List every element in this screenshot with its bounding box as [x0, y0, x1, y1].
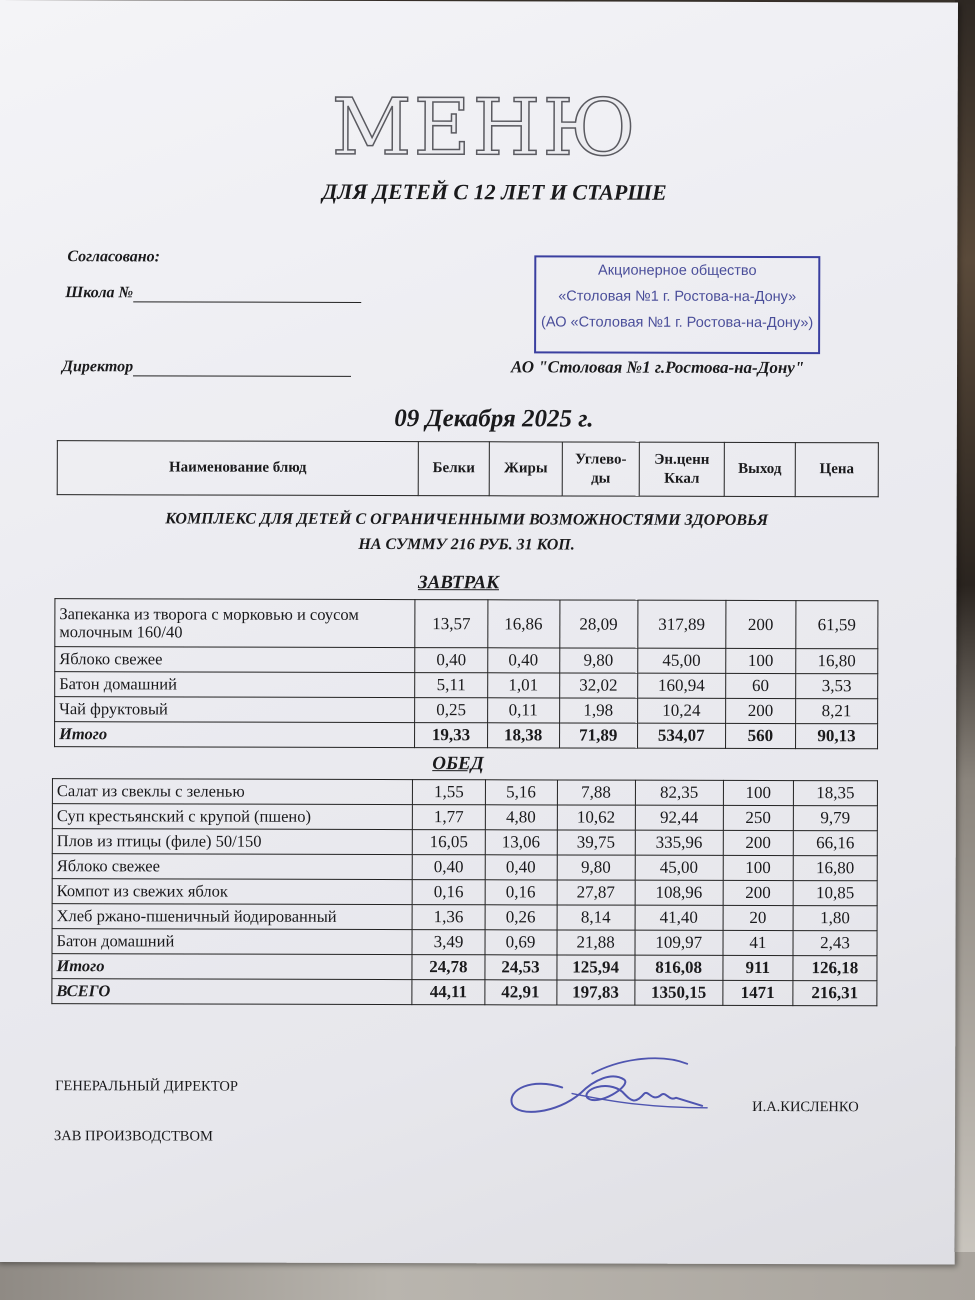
price-value: 10,85	[793, 881, 877, 906]
col-yield: Выход	[724, 442, 795, 496]
proteins-value: 5,11	[415, 673, 487, 698]
breakfast-title: ЗАВТРАК	[417, 572, 500, 594]
calories-value: 92,44	[635, 805, 723, 830]
fats-value: 0,40	[487, 648, 559, 673]
calories-value: 108,96	[635, 880, 723, 905]
fats-value: 4,80	[485, 805, 557, 830]
col-proteins: Белки	[418, 442, 489, 496]
yield-total: 560	[725, 723, 795, 748]
calories-value: 41,40	[635, 905, 723, 930]
dish-name: Плов из птицы (филе) 50/150	[52, 829, 412, 855]
yield-value: 60	[725, 673, 795, 698]
price-value: 16,80	[793, 856, 877, 881]
fats-total: 18,38	[487, 723, 559, 748]
header-table	[57, 440, 879, 497]
price-value: 8,21	[795, 699, 877, 724]
yield-value: 100	[723, 855, 793, 880]
col-fats: Жиры	[489, 442, 562, 496]
director-name: И.А.КИСЛЕНКО	[752, 1098, 859, 1116]
proteins-value: 1,36	[412, 905, 484, 930]
calories-value: 160,94	[637, 673, 725, 698]
table-row	[55, 647, 878, 674]
table-row	[55, 599, 878, 649]
carbs-value: 32,02	[559, 673, 637, 698]
carbs-value: 28,09	[559, 600, 637, 648]
fats-value: 13,06	[485, 830, 557, 855]
yield-value: 100	[726, 648, 796, 673]
calories-value: 82,35	[635, 780, 723, 805]
calories-value: 10,24	[637, 698, 725, 723]
price-value: 2,43	[793, 931, 877, 956]
total-row	[52, 954, 877, 981]
dish-name: Чай фруктовый	[55, 697, 416, 723]
complex-line-1: КОМПЛЕКС ДЛЯ ДЕТЕЙ С ОГРАНИЧЕННЫМИ ВОЗМОЖНОСТЯМИ ЗДОРОВЬЯ	[165, 510, 769, 530]
school-field	[65, 284, 361, 303]
dish-name: Яблоко свежее	[52, 854, 412, 880]
table-row	[52, 854, 877, 881]
proteins-total: 24,78	[412, 955, 484, 980]
fats-value: 0,26	[485, 905, 557, 930]
organization-name: АО "Столовая №1 г.Ростова-на-Дону"	[511, 357, 805, 378]
table-row	[52, 879, 877, 906]
carbs-value: 27,87	[557, 880, 635, 905]
fats-grand-total: 42,91	[484, 980, 556, 1005]
table-row	[55, 697, 878, 724]
price-grand-total: 216,31	[793, 981, 877, 1006]
carbs-total: 125,94	[557, 955, 635, 980]
price-total: 90,13	[795, 724, 877, 749]
carbs-value: 39,75	[557, 830, 635, 855]
proteins-value: 13,57	[415, 600, 487, 648]
yield-value: 200	[723, 830, 793, 855]
proteins-grand-total: 44,11	[412, 980, 484, 1005]
dish-name: Хлеб ржано-пшеничный йодированный	[52, 904, 412, 930]
calories-value: 335,96	[635, 830, 723, 855]
proteins-value: 3,49	[412, 930, 484, 955]
dish-name: Батон домашний	[55, 672, 416, 698]
table-row	[52, 779, 877, 806]
table-row	[52, 929, 877, 956]
breakfast-table	[54, 598, 878, 749]
calories-total: 534,07	[637, 723, 725, 748]
yield-value: 200	[723, 880, 793, 905]
proteins-value: 1,77	[413, 805, 485, 830]
yield-grand-total: 1471	[723, 980, 793, 1005]
lunch-title: ОБЕД	[432, 753, 484, 775]
yield-total: 911	[723, 955, 793, 980]
carbs-value: 1,98	[559, 698, 637, 723]
lunch-table	[51, 778, 878, 1006]
complex-line-2: НА СУММУ 216 РУБ. 31 КОП.	[358, 535, 575, 554]
company-stamp	[534, 255, 820, 354]
total-label: Итого	[52, 954, 412, 980]
yield-value: 100	[723, 780, 793, 805]
price-total: 126,18	[793, 956, 877, 981]
school-label: Школа №	[65, 284, 134, 302]
carbs-value: 9,80	[557, 855, 635, 880]
yield-value: 250	[723, 805, 793, 830]
school-line	[133, 285, 361, 303]
carbs-value: 9,80	[559, 648, 637, 673]
price-value: 61,59	[796, 601, 878, 649]
menu-title: МЕНЮ	[331, 82, 638, 174]
calories-value: 109,97	[635, 930, 723, 955]
stamp-line-2: «Столовая №1 г. Ростова-на-Дону»	[558, 288, 797, 306]
dish-name: Салат из свеклы с зеленью	[52, 779, 412, 805]
calories-grand-total: 1350,15	[635, 980, 723, 1005]
price-value: 16,80	[796, 649, 878, 674]
carbs-value: 21,88	[557, 930, 635, 955]
fats-value: 5,16	[485, 780, 557, 805]
director-label: Директор	[62, 358, 134, 376]
fats-value: 1,01	[487, 673, 559, 698]
price-value: 3,53	[796, 674, 878, 699]
stamp-line-3: (АО «Столовая №1 г. Ростова-на-Дону»)	[541, 314, 814, 332]
proteins-total: 19,33	[415, 723, 487, 748]
table-row	[52, 829, 877, 856]
proteins-value: 1,55	[413, 780, 485, 805]
yield-value: 20	[723, 905, 793, 930]
background-right	[955, 0, 975, 1300]
carbs-value: 7,88	[557, 780, 635, 805]
fats-value: 0,11	[487, 698, 559, 723]
price-value: 1,80	[793, 906, 877, 931]
col-carbs: Углево-ды	[562, 442, 639, 496]
dish-name: Батон домашний	[52, 929, 412, 955]
production-head-label: ЗАВ ПРОИЗВОДСТВОМ	[54, 1128, 213, 1145]
table-row	[52, 804, 877, 831]
dish-name: Запеканка из творога с морковью и соусом молочным 160/40	[55, 599, 416, 648]
proteins-value: 0,40	[413, 855, 485, 880]
yield-value: 200	[725, 698, 795, 723]
menu-subtitle: ДЛЯ ДЕТЕЙ С 12 ЛЕТ И СТАРШЕ	[322, 178, 667, 205]
col-calories: Эн.ценн Ккал	[639, 442, 724, 496]
col-dish-name: Наименование блюд	[57, 441, 418, 496]
carbs-value: 10,62	[557, 805, 635, 830]
table-row	[52, 904, 877, 931]
col-price: Цена	[795, 443, 878, 497]
grand-total-row	[52, 979, 877, 1006]
calories-value: 45,00	[637, 648, 725, 673]
dish-name: Суп крестьянский с крупой (пшено)	[52, 804, 412, 830]
fats-value: 0,40	[485, 855, 557, 880]
proteins-value: 0,16	[413, 880, 485, 905]
fats-value: 0,16	[485, 880, 557, 905]
proteins-value: 0,40	[415, 648, 487, 673]
general-director-label: ГЕНЕРАЛЬНЫЙ ДИРЕКТОР	[55, 1078, 238, 1095]
proteins-value: 16,05	[413, 830, 485, 855]
fats-total: 24,53	[484, 955, 556, 980]
stamp-line-1: Акционерное общество	[598, 262, 757, 279]
approved-label: Согласовано:	[67, 248, 160, 266]
price-value: 66,16	[793, 831, 877, 856]
yield-value: 41	[723, 930, 793, 955]
carbs-total: 71,89	[559, 723, 637, 748]
dish-name: Компот из свежих яблок	[52, 879, 412, 905]
director-signature	[502, 1049, 717, 1125]
carbs-grand-total: 197,83	[556, 980, 634, 1005]
director-line	[133, 359, 351, 377]
price-value: 18,35	[793, 781, 877, 806]
table-row	[55, 672, 878, 699]
director-field	[62, 358, 351, 377]
yield-value: 200	[726, 600, 796, 648]
calories-value: 317,89	[637, 600, 725, 648]
menu-date: 09 Декабря 2025 г.	[394, 405, 594, 433]
calories-value: 45,00	[635, 855, 723, 880]
fats-value: 16,86	[487, 600, 559, 648]
calories-total: 816,08	[635, 955, 723, 980]
total-row	[55, 722, 878, 749]
proteins-value: 0,25	[415, 698, 487, 723]
price-value: 9,79	[793, 806, 877, 831]
fats-value: 0,69	[485, 930, 557, 955]
grand-total-label: ВСЕГО	[52, 979, 412, 1005]
carbs-value: 8,14	[557, 905, 635, 930]
dish-name: Яблоко свежее	[55, 647, 416, 673]
total-label: Итого	[55, 722, 416, 748]
